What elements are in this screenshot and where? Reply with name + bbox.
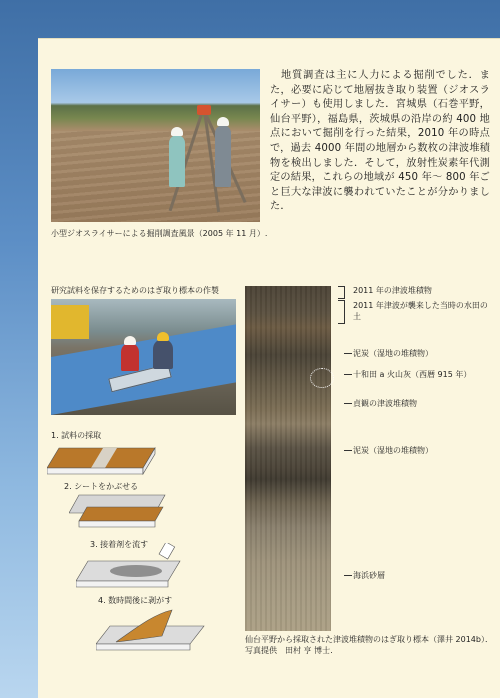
core-caption: 仙台平野から採取された津波堆積物のはぎ取り標本（澤井 2014b）．写真提供 田村 亨 博士. <box>245 635 493 655</box>
label-tick <box>344 353 352 354</box>
label-tick <box>344 450 352 451</box>
label-tick <box>344 575 352 576</box>
core-label: 泥炭（湿地の堆積物） <box>353 349 433 358</box>
core-label: 海浜砂層 <box>353 571 385 580</box>
step-label: 2. シートをかぶせる <box>64 482 139 491</box>
field-photo-caption: 小型ジオスライサーによる掘削調査風景（2005 年 11 月）. <box>51 229 268 238</box>
tsunami-deposit-peel-specimen <box>245 286 331 631</box>
excavator-icon <box>51 305 89 339</box>
step-label: 3. 接着剤を流す <box>90 540 149 549</box>
label-tick <box>344 403 352 404</box>
step-3-slab <box>76 543 182 591</box>
step-2-slab <box>69 493 169 529</box>
core-label: 2011 年の津波堆積物 <box>353 286 432 295</box>
label-bracket <box>338 286 345 299</box>
body-paragraph: 地質調査は主に人力による掘削でした．また，必要に応じて地層抜き取り装置（ジオスライサー）も使用しました．宮城県（石巻平野，仙台平野），福島県，茨城県の沿岸の約 400 地点において掘削を行った結果，2010 年の時点で，過去 4000 年間の地層から数枚の津波堆積物を検出しました．そして，放射性炭素年代測定の結果，これらの地域が 450 年〜 800 年ごと巨大な津波に襲われていたことが分かりました． <box>270 70 490 213</box>
geoslicer-field-photo <box>51 69 260 222</box>
core-label: 貞観の津波堆積物 <box>353 399 417 408</box>
label-tick <box>344 374 352 375</box>
core-label: 2011 年津波が襲来した当時の水田の土 <box>353 301 488 321</box>
tephra-marker <box>310 368 334 388</box>
label-bracket <box>338 300 345 324</box>
core-label: 十和田 a 火山灰（西暦 915 年） <box>353 370 472 379</box>
document-page <box>38 38 500 698</box>
glue-bottle-icon <box>159 543 175 559</box>
step-4-slab <box>96 606 206 652</box>
core-label: 泥炭（湿地の堆積物） <box>353 446 433 455</box>
step-1-slab <box>47 446 157 476</box>
page-edge <box>38 38 500 39</box>
peel-specimen-photo <box>51 299 236 415</box>
step-label: 1. 試料の採取 <box>51 431 102 440</box>
peel-section-heading: 研究試料を保存するためのはぎ取り標本の作製 <box>51 286 219 295</box>
step-label: 4. 数時間後に剥がす <box>98 596 173 605</box>
